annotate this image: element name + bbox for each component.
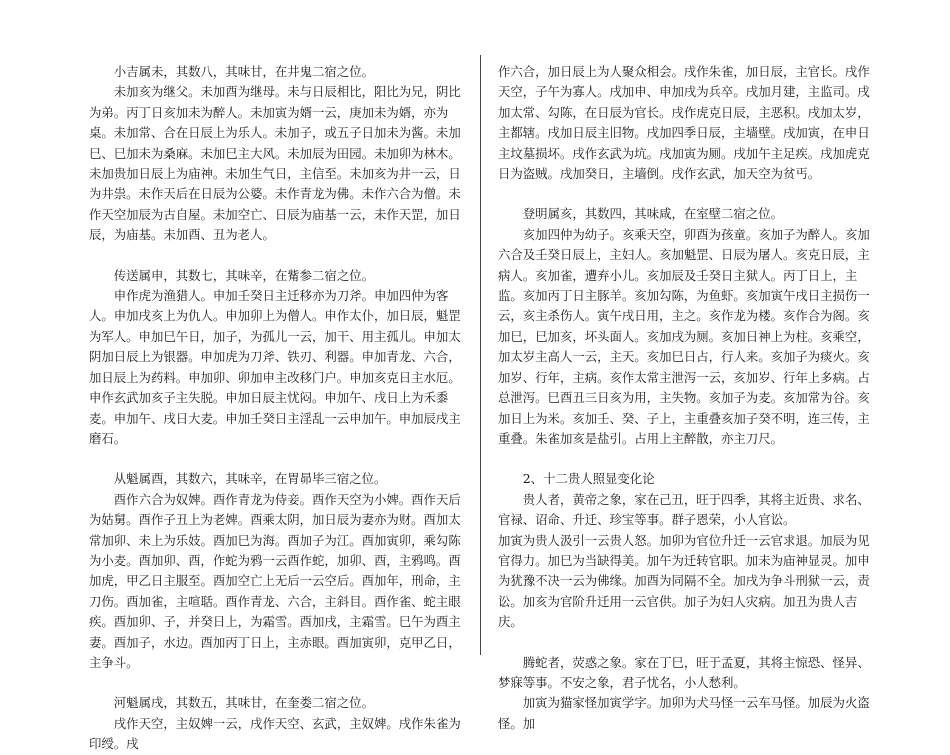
section-paragraph: 亥加四仲为幼子。亥乘天空，卯酉为孩童。亥加子为醉人。亥加六合及壬癸日辰上，主妇人。亥加魁罡、日辰为屠人。亥克日辰，主病人。亥加雀，遭弃小儿。亥加辰及壬癸日主狱人。丙丁日上，主监。亥加丙丁日主豚羊。亥加勾陈，为鱼虾。亥加寅午戌日主损伤一云，亥主杀伤人。寅午戌日用，主之。亥作龙为楼。亥作合为阁。亥加巳，巳加亥，坏头面人。亥加戌为厕。亥加日神上为柱。亥乘空，加太岁主高人一云，主天。亥加巳日占，行人来。亥加子为痰火。亥加岁、行年，主病。亥作太常主泄泻一云，亥加岁、行年上多病。占总泄泻。巳酉丑三日亥为用，主失物。亥加子为麦。亥加常为谷。亥加日上为米。亥加壬、癸、子上，主重叠亥加子癸不明，连三传，主重叠。朱雀加亥是盐引。占用上主醉散，亦主刀尺。 [498,226,870,446]
section-paragraph: 酉作六合为奴婢。酉作青龙为侍妾。酉作天空为小婢。酉作天后为姑舅。酉作子丑上为老婢。酉乘太阴，加日辰为妻亦为财。酉加太常加卯、未上为乐妓。酉加巳为海。酉加子为江。酉加寅卯，乘勾陈为小麦。酉加卯、酉，作蛇为鸦一云酉作蛇，加卯、酉，主鸦鸣。酉加虎，甲乙日主服至。酉加空亡上无后一云空后。酉加年，刑命，主刀伤。酉加雀，主喧聒。酉作青龙、六合，主斜目。酉作雀、蛇主眼疾。酉加卯、子，并癸日上，为霜雪。酉加戌，主霜雪。巳午为酉主妻。酉加子，水边。酉加丙丁日上，主赤眼。酉加寅卯，克甲乙日，主争斗。 [89,491,461,670]
right-column [498,62,870,734]
section-xiaoji-wei [89,62,461,246]
section-paragraph: 贵人者，黄帝之象，家在己丑，旺于四季，其将主近贵、求名、官禄、诏命、升迁、珍宝等事。群子恩荣，小人官讼。 [498,491,870,528]
section-heading: 登明属亥，其数四，其味咸，在室壁二宿之位。 [522,206,783,222]
section-tengshe [498,653,870,735]
section-twelve-nobles [498,469,870,632]
section-chuansong-shen [89,266,461,450]
section-paragraph: 未加亥为继父。未加酉为继母。未与日辰相比，阳比为兄，阴比为弟。丙丁日亥加未为醉人。未加寅为婿一云，庚加未为婿，亦为桌。未加常、合在日辰上为乐人。未加子，或五子日加未为酱。未加巳、巳加未为桑麻。未加巳主大风。未加辰为田园。未加卯为林木。未加贵加日辰上为庙神。未加生气日，主信至。未加亥为井一云，日为井祟。未作天后在日辰为公婆。未作青龙为佛。未作六合为僧。未作天空加辰为古自屋。未加空亡、日辰为庙基一云，未作天罡，加日辰，为庙基。未加酉、丑为老人。 [89,84,461,243]
section-paragraph: 作六合，加日辰上为人聚众相会。戌作朱雀，加日辰，主官长。戌作天空，子午为寡人。戌加申、申加戌为兵卒。戌加月建，主监司。戌加太常、勾陈，在日辰为官长。戌作虎克日辰，主恶积。戌加太岁，主都辖。戌加日辰主旧物。戌加四季日辰，主墙壁。戌加寅，在申日主坟墓损坏。戌作玄武为坑。戌加寅为厕。戌加午主足疾。戌加虎克日为盗贼。戌加癸日，主墙倒。戌作玄武，加天空为贫丐。 [498,64,870,182]
section-heading: 从魁属酉，其数六，其味辛，在胃昴毕三宿之位。 [113,471,387,487]
section-hekui-xu [89,693,461,754]
section-congkui-you [89,469,461,673]
section-heading: 小吉属未，其数八，其味甘，在井鬼二宿之位。 [113,64,374,79]
section-dengming-hai [498,204,870,449]
section-paragraph: 戌作天空，主奴婢一云，戌作天空、玄武，主奴婢。戌作朱雀为印绶。戌 [89,715,461,752]
section-heading: 河魁属戌，其数五，其味甘，在奎娄二宿之位。 [113,695,374,711]
section-heading: 传送属申，其数七，其味辛，在觜参二宿之位。 [113,267,374,283]
section-paragraph: 加寅为猫家怪加寅学字。加卯为犬马怪一云车马怪。加辰为火盗怪。加 [498,695,870,731]
column-divider [480,55,481,655]
section-paragraph: 申作虎为渔猎人。申加壬癸日主迁移亦为刀斧。申加四仲为客人。申加戌亥上为仇人。申加卯上为僧人。申作太仆，加日辰，魁罡为军人。申加巳午日，加子，为孤儿一云，加干、用主孤儿。申加太阴加日辰上为银器。申加虎为刀斧、铁刃、利器。申加青龙、六合，加日辰上为药料。申加卯、卯加申主改移门户。申加亥克日主水厄。申作玄武加亥子主失脱。申加日辰主忧闷。申加午、戌日上为禾黍麦。申加午、戌日大麦。申加壬癸日主淫乱一云申加午。申加辰戌主磨石。 [89,288,461,446]
left-column [89,62,461,755]
section-hekui-xu-continued [498,62,870,184]
section-paragraph: 加寅为贵人汲引一云贵人怒。加卯为官位升迁一云官求退。加辰为见官得力。加巳为当缺得美。加午为迁转官职。加未为庙神显灵。加申为犹豫不决一云为佛缘。加酉为同隔不全。加戌为争斗刑狱一云，责讼。加亥为官阶升迁用一云官供。加子为妇人灾病。加丑为贵人吉庆。 [498,532,870,630]
section-heading: 2、十二贵人照显变化论 [522,471,655,487]
section-heading: 腾蛇者，荧惑之象。家在丁巳，旺于孟夏，其将主惊恐、怪异、梦寐等事。不安之象，君子忧名，小人愁利。 [498,654,870,690]
